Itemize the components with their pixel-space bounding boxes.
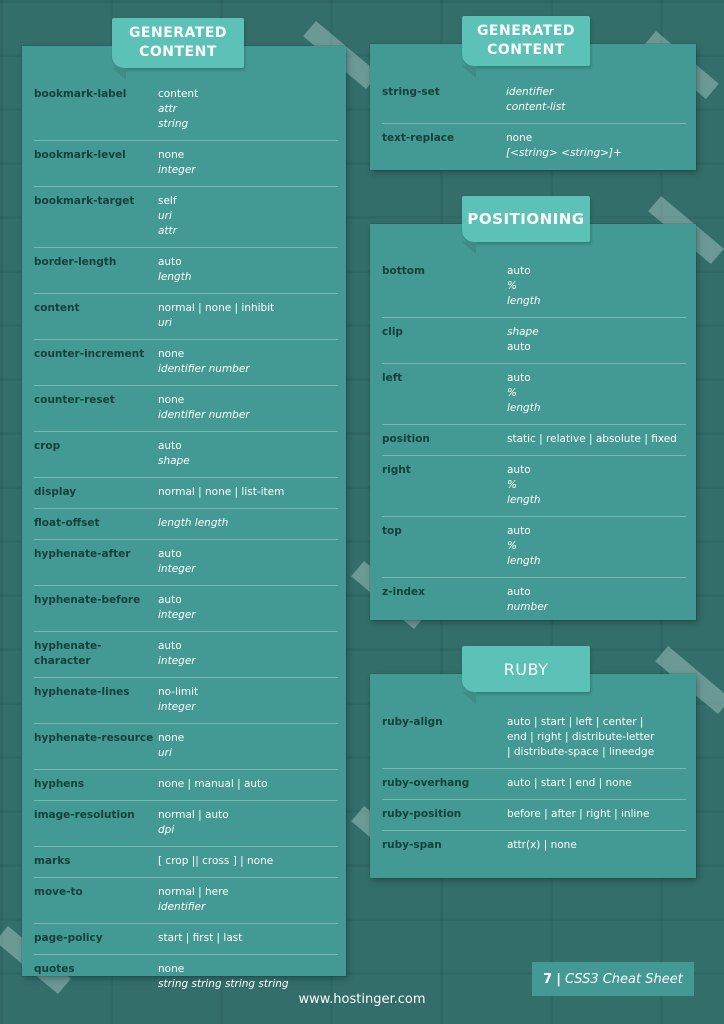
property-value: string string string string: [158, 978, 289, 990]
property-values: [158, 301, 338, 331]
property-row: [382, 364, 686, 425]
property-values: [158, 87, 338, 132]
property-row: [34, 801, 338, 847]
property-value: length: [507, 494, 541, 506]
property-values: [158, 593, 338, 623]
property-row: [34, 432, 338, 478]
property-values: [158, 731, 338, 761]
property-value: shape: [507, 326, 539, 338]
property-name: z-index: [382, 586, 425, 598]
site-url: www.hostinger.com: [298, 992, 426, 1007]
property-row: [34, 878, 338, 924]
property-row: [34, 847, 338, 878]
property-value: attr(x) | none: [507, 839, 577, 851]
property-values: [506, 131, 686, 161]
property-value: none: [158, 348, 185, 360]
generated-content-rows-2: [382, 78, 686, 169]
property-value: content-list: [506, 101, 566, 113]
property-value: uri: [158, 210, 172, 222]
property-values: [507, 524, 686, 569]
property-name: string-set: [382, 86, 440, 98]
property-value: auto: [507, 341, 531, 353]
property-value: uri: [158, 747, 172, 759]
property-row: [34, 80, 338, 141]
property-row: [34, 724, 338, 770]
property-name: move-to: [34, 886, 83, 898]
property-value: auto: [507, 586, 531, 598]
property-values: [158, 516, 338, 531]
sheet-title: CSS3 Cheat Sheet: [564, 971, 683, 987]
property-name: left: [382, 372, 403, 384]
generated-content-banner: GENERATED CONTENT: [112, 18, 244, 68]
property-row: [382, 257, 686, 318]
property-value: none: [158, 732, 185, 744]
property-values: [507, 776, 686, 791]
property-name: display: [34, 486, 77, 498]
property-name: crop: [34, 440, 61, 452]
property-value: auto | start | left | center |: [507, 716, 644, 728]
property-value: shape: [158, 455, 190, 467]
property-value: auto: [507, 525, 531, 537]
property-row: [382, 517, 686, 578]
property-row: [34, 770, 338, 801]
property-value: normal | here: [158, 886, 229, 898]
property-value: | distribute-space | lineedge: [507, 746, 655, 758]
property-value: number: [507, 601, 548, 613]
property-values: [158, 393, 338, 423]
property-values: [158, 808, 338, 838]
property-values: [158, 148, 338, 178]
property-value: %: [507, 540, 517, 552]
property-values: [507, 432, 686, 447]
property-value: [<string> <string>]+: [506, 147, 622, 159]
property-value: before | after | right | inline: [507, 808, 650, 820]
property-name: marks: [34, 855, 71, 867]
ruby-rows: [382, 708, 686, 861]
property-name: counter-increment: [34, 348, 145, 360]
property-values: [158, 962, 338, 992]
property-row: [34, 340, 338, 386]
property-values: [507, 463, 686, 508]
property-value: integer: [158, 655, 196, 667]
property-row: [382, 831, 686, 861]
property-values: [158, 255, 338, 285]
property-values: [158, 439, 338, 469]
property-name: border-length: [34, 256, 117, 268]
property-value: integer: [158, 701, 196, 713]
property-values: [158, 885, 338, 915]
property-value: dpi: [158, 824, 175, 836]
property-value: %: [507, 280, 517, 292]
property-value: none: [158, 394, 185, 406]
property-value: uri: [158, 317, 172, 329]
property-value: auto: [507, 464, 531, 476]
property-name: right: [382, 464, 411, 476]
property-values: [158, 639, 338, 669]
property-name: text-replace: [382, 132, 455, 144]
footer-separator: |: [556, 971, 561, 987]
property-name: hyphens: [34, 778, 85, 790]
property-row: [382, 800, 686, 831]
property-value: %: [507, 387, 517, 399]
page-number: 7: [543, 971, 553, 987]
property-row: [382, 318, 686, 364]
property-row: [34, 294, 338, 340]
property-row: [382, 578, 686, 623]
property-name: hyphenate-character: [34, 640, 102, 667]
property-value: none | manual | auto: [158, 778, 268, 790]
positioning-banner: POSITIONING: [462, 196, 590, 242]
property-row: [382, 708, 686, 769]
property-values: [158, 777, 338, 792]
property-row: [34, 586, 338, 632]
property-values: [158, 931, 338, 946]
property-values: [158, 685, 338, 715]
property-row: [382, 769, 686, 800]
property-name: quotes: [34, 963, 75, 975]
property-value: auto: [158, 548, 182, 560]
property-row: [382, 425, 686, 456]
property-values: [507, 325, 686, 355]
property-name: top: [382, 525, 402, 537]
property-value: auto: [158, 256, 182, 268]
property-row: [382, 124, 686, 169]
property-value: auto: [507, 265, 531, 277]
property-name: hyphenate-resource: [34, 732, 154, 744]
property-name: content: [34, 302, 80, 314]
property-value: length: [158, 271, 192, 283]
property-value: auto: [507, 372, 531, 384]
property-value: self: [158, 195, 177, 207]
page-footer-label: [532, 962, 694, 996]
property-value: none: [158, 149, 185, 161]
property-value: [ crop || cross ] | none: [158, 855, 274, 867]
property-row: [34, 924, 338, 955]
property-value: integer: [158, 164, 196, 176]
property-row: [34, 509, 338, 540]
property-name: ruby-position: [382, 808, 462, 820]
property-value: integer: [158, 609, 196, 621]
property-value: identifier number: [158, 363, 250, 375]
property-value: length: [507, 295, 541, 307]
property-row: [34, 187, 338, 248]
generated-content-banner-2: GENERATED CONTENT: [462, 16, 590, 66]
property-row: [34, 632, 338, 678]
property-name: image-resolution: [34, 809, 135, 821]
property-values: [507, 838, 686, 853]
property-row: [34, 678, 338, 724]
property-name: counter-reset: [34, 394, 115, 406]
property-value: static | relative | absolute | fixed: [507, 433, 677, 445]
property-row: [34, 386, 338, 432]
property-value: normal | none | list-item: [158, 486, 285, 498]
property-value: integer: [158, 563, 196, 575]
property-value: length: [507, 402, 541, 414]
property-name: hyphenate-before: [34, 594, 141, 606]
property-value: attr: [158, 103, 177, 115]
property-name: bookmark-target: [34, 195, 135, 207]
property-value: no-limit: [158, 686, 199, 698]
property-row: [34, 478, 338, 509]
property-value: length: [507, 555, 541, 567]
property-value: none: [506, 132, 533, 144]
property-values: [507, 585, 686, 615]
property-name: ruby-align: [382, 716, 443, 728]
property-value: auto: [158, 640, 182, 652]
property-value: content: [158, 88, 199, 100]
property-values: [158, 485, 338, 500]
property-values: [158, 347, 338, 377]
property-name: position: [382, 433, 430, 445]
property-value: end | right | distribute-letter: [507, 731, 655, 743]
property-value: normal | auto: [158, 809, 229, 821]
property-value: auto | start | end | none: [507, 777, 632, 789]
property-row: [382, 78, 686, 124]
property-value: none: [158, 963, 185, 975]
property-values: [507, 715, 686, 760]
property-row: [34, 141, 338, 187]
positioning-rows: [382, 257, 686, 623]
property-value: auto: [158, 440, 182, 452]
property-values: [507, 371, 686, 416]
property-value: start | first | last: [158, 932, 243, 944]
property-row: [34, 540, 338, 586]
property-values: [158, 854, 338, 869]
property-name: hyphenate-after: [34, 548, 131, 560]
property-value: auto: [158, 594, 182, 606]
property-value: normal | none | inhibit: [158, 302, 275, 314]
property-values: [506, 85, 686, 115]
property-name: ruby-span: [382, 839, 442, 851]
property-value: string: [158, 118, 189, 130]
property-name: clip: [382, 326, 403, 338]
property-values: [158, 547, 338, 577]
property-row: [382, 456, 686, 517]
property-value: identifier: [506, 86, 554, 98]
property-values: [507, 807, 686, 822]
property-value: %: [507, 479, 517, 491]
property-values: [507, 264, 686, 309]
property-value: length length: [158, 517, 229, 529]
generated-content-rows: [34, 80, 338, 1000]
property-name: bottom: [382, 265, 425, 277]
property-values: [158, 194, 338, 239]
property-name: hyphenate-lines: [34, 686, 130, 698]
property-name: page-policy: [34, 932, 103, 944]
property-name: bookmark-level: [34, 149, 126, 161]
ruby-banner: RUBY: [462, 646, 590, 692]
property-value: attr: [158, 225, 177, 237]
property-value: identifier number: [158, 409, 250, 421]
property-name: ruby-overhang: [382, 777, 470, 789]
property-row: [34, 248, 338, 294]
property-value: identifier: [158, 901, 206, 913]
property-name: float-offset: [34, 517, 100, 529]
property-name: bookmark-label: [34, 88, 127, 100]
